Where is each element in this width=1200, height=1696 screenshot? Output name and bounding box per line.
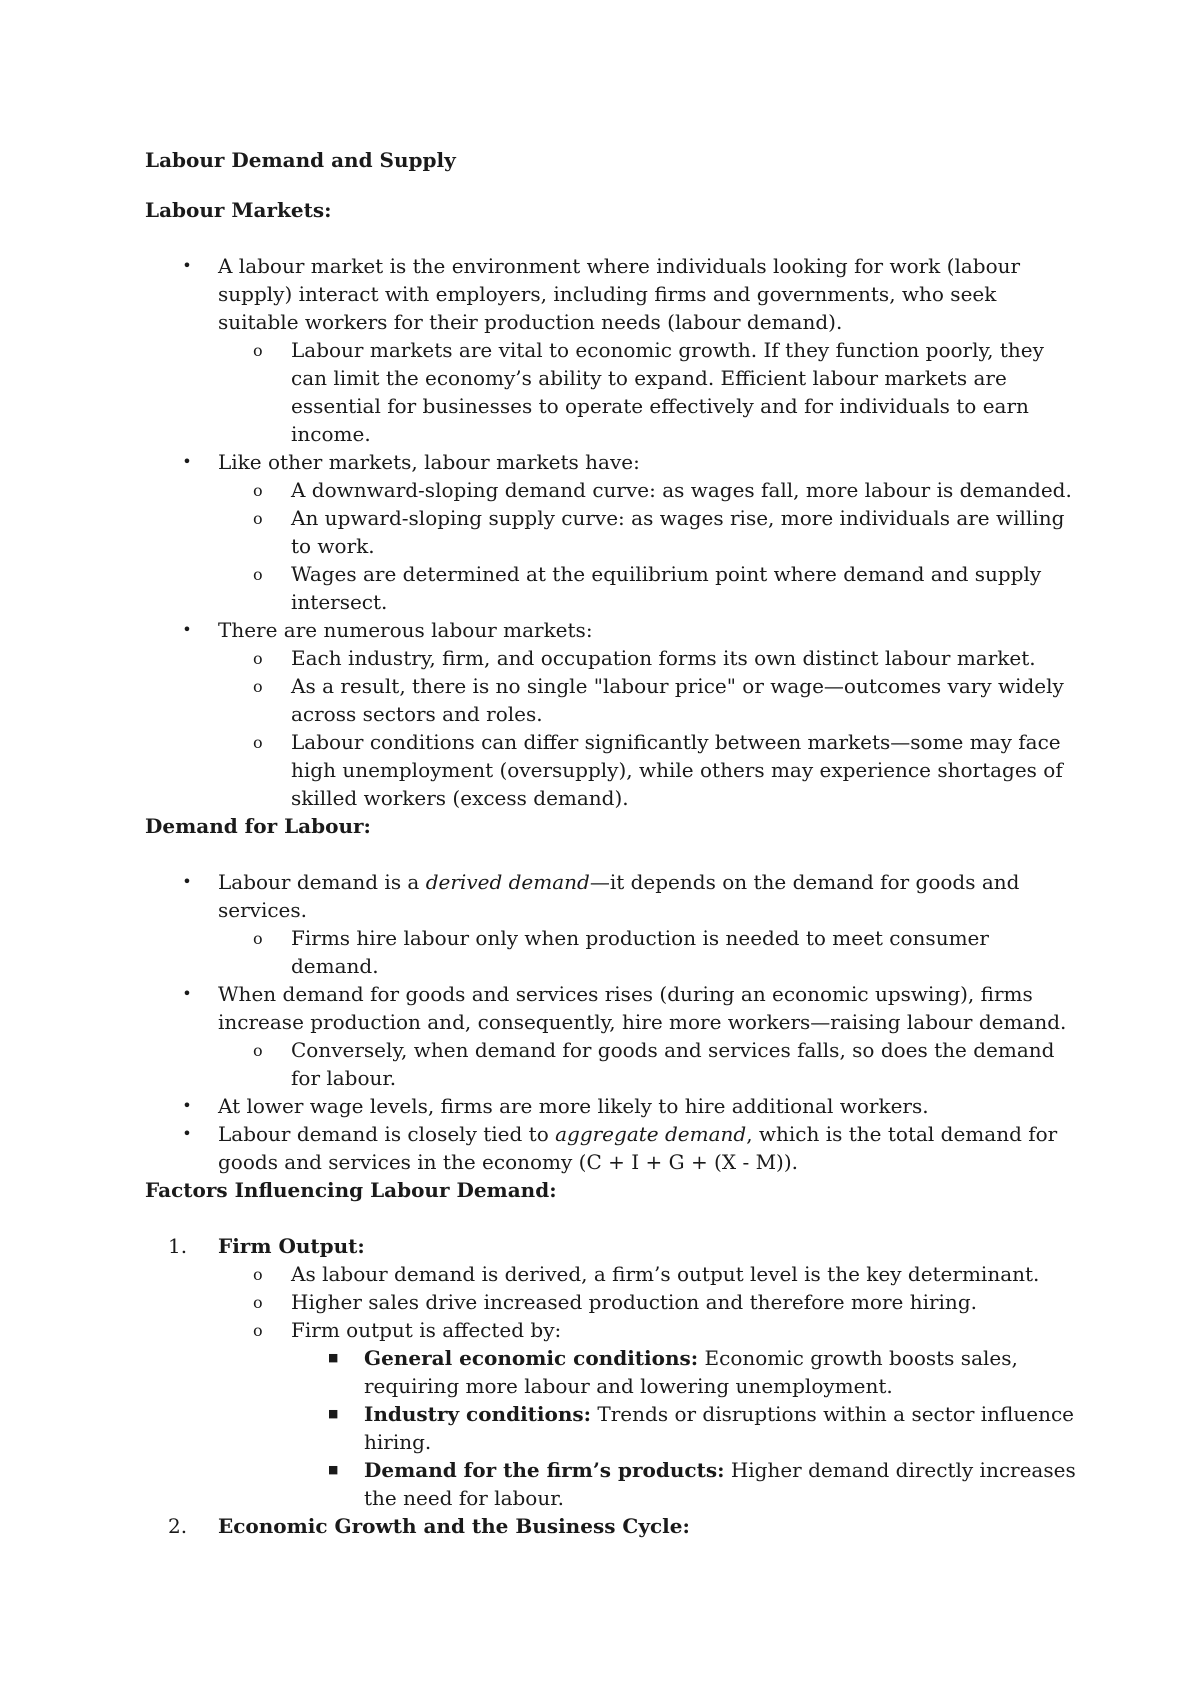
sub-list-item [218, 476, 1080, 504]
sub-list-item-text: As a result, there is no single "labour price" or wage—outcomes vary widely across sectors and roles. [291, 674, 1064, 726]
circle-bullet-icon: o [253, 733, 263, 752]
list-item [145, 868, 1080, 980]
demand-for-labour-list [145, 868, 1080, 1176]
bullet-icon: • [182, 256, 192, 275]
circle-bullet-icon: o [253, 1321, 263, 1340]
square-bullet-icon: ■ [328, 1463, 339, 1476]
sub-list-item [218, 924, 1080, 980]
sub-list [218, 924, 1080, 980]
sub-list [218, 644, 1080, 812]
list-item [145, 448, 1080, 616]
sub-list-item-text: Labour conditions can differ significantly between markets—some may face high unemployment (oversupply), while others may experience shortages of skilled workers (excess demand). [291, 730, 1063, 810]
sub-list-item [218, 504, 1080, 560]
sub-list-item [218, 644, 1080, 672]
sub-list-item-text: Firm output is affected by: [291, 1318, 562, 1342]
list-item-text: A labour market is the environment where individuals looking for work (labour supply) interact with employers, including firms and governments, who seek suitable workers for their production needs (labour demand). [218, 254, 1021, 334]
bullet-icon: • [182, 620, 192, 639]
circle-bullet-icon: o [253, 929, 263, 948]
sub-list [218, 1036, 1080, 1092]
sub-list-item [218, 1288, 1080, 1316]
list-item-text: Labour demand is a derived demand—it depends on the demand for goods and services. [218, 870, 1020, 922]
sub-sub-list-item-text: Industry conditions: Trends or disruptions within a sector influence hiring. [364, 1402, 1074, 1454]
circle-bullet-icon: o [253, 481, 263, 500]
sub-sub-list-item-text: Demand for the firm’s products: Higher demand directly increases the need for labour. [364, 1458, 1076, 1510]
numbered-item [145, 1512, 1080, 1540]
square-bullet-icon: ■ [328, 1407, 339, 1420]
sub-list-item-text: Conversely, when demand for goods and services falls, so does the demand for labour. [291, 1038, 1055, 1090]
factors-list [145, 1232, 1080, 1540]
list-item [145, 980, 1080, 1092]
bullet-icon: • [182, 1124, 192, 1143]
sub-list-item-text: A downward-sloping demand curve: as wages fall, more labour is demanded. [291, 478, 1072, 502]
list-item [145, 1120, 1080, 1176]
sub-list-item-text: As labour demand is derived, a firm’s output level is the key determinant. [291, 1262, 1040, 1286]
numbered-item-title: Economic Growth and the Business Cycle: [218, 1514, 690, 1538]
labour-markets-list [145, 252, 1080, 812]
circle-bullet-icon: o [253, 677, 263, 696]
circle-bullet-icon: o [253, 1041, 263, 1060]
sub-list-item-text: Labour markets are vital to economic growth. If they function poorly, they can limit the economy’s ability to expand. Efficient labour markets are essential for businesses to operate effectively and for individuals to earn income. [291, 338, 1044, 446]
sub-list-item-text: An upward-sloping supply curve: as wages rise, more individuals are willing to work. [291, 506, 1065, 558]
circle-bullet-icon: o [253, 1293, 263, 1312]
document-page [145, 146, 1080, 1540]
list-item-text: There are numerous labour markets: [218, 618, 593, 642]
list-number: 2. [168, 1514, 188, 1538]
sub-list-item [218, 1316, 1080, 1512]
sub-list [218, 476, 1080, 616]
section-heading-factors: Factors Influencing Labour Demand: [145, 1178, 557, 1202]
bullet-icon: • [182, 452, 192, 471]
sub-list-item-text: Firms hire labour only when production is needed to meet consumer demand. [291, 926, 989, 978]
list-item-text: At lower wage levels, firms are more likely to hire additional workers. [218, 1094, 929, 1118]
section-heading-demand-for-labour: Demand for Labour: [145, 814, 371, 838]
list-item-text: Labour demand is closely tied to aggregate demand, which is the total demand for goods and services in the economy (C + I + G + (X - M)). [218, 1122, 1058, 1174]
sub-list-item-text: Wages are determined at the equilibrium point where demand and supply intersect. [291, 562, 1042, 614]
square-bullet-icon: ■ [328, 1351, 339, 1364]
sub-sub-list-item [291, 1456, 1080, 1512]
list-item [145, 616, 1080, 812]
circle-bullet-icon: o [253, 565, 263, 584]
sub-list-item [218, 672, 1080, 728]
bullet-icon: • [182, 1096, 192, 1115]
list-number: 1. [168, 1234, 188, 1258]
circle-bullet-icon: o [253, 1265, 263, 1284]
sub-list [218, 336, 1080, 448]
sub-list [218, 1260, 1080, 1512]
circle-bullet-icon: o [253, 341, 263, 360]
circle-bullet-icon: o [253, 649, 263, 668]
emphasis-text: derived demand [425, 870, 590, 894]
sub-sub-list-item [291, 1344, 1080, 1400]
bullet-icon: • [182, 872, 192, 891]
sub-list-item [218, 336, 1080, 448]
sub-sub-list [291, 1344, 1080, 1512]
circle-bullet-icon: o [253, 509, 263, 528]
sub-list-item [218, 728, 1080, 812]
sub-sub-list-item-text: General economic conditions: Economic growth boosts sales, requiring more labour and lowering unemployment. [364, 1346, 1018, 1398]
sub-list-item [218, 1260, 1080, 1288]
list-item [145, 252, 1080, 448]
sub-list-item [218, 560, 1080, 616]
emphasis-text: aggregate demand [555, 1122, 747, 1146]
list-item-text: When demand for goods and services rises (during an economic upswing), firms increase production and, consequently, hire more workers—raising labour demand. [218, 982, 1067, 1034]
sub-list-item-text: Each industry, firm, and occupation forms its own distinct labour market. [291, 646, 1036, 670]
document-title: Labour Demand and Supply [145, 148, 456, 172]
bullet-icon: • [182, 984, 192, 1003]
sub-list-item-text: Higher sales drive increased production and therefore more hiring. [291, 1290, 977, 1314]
sub-list-item [218, 1036, 1080, 1092]
list-item-text: Like other markets, labour markets have: [218, 450, 640, 474]
list-item [145, 1092, 1080, 1120]
numbered-item [145, 1232, 1080, 1512]
numbered-item-title: Firm Output: [218, 1234, 365, 1258]
sub-sub-list-item [291, 1400, 1080, 1456]
section-heading-labour-markets: Labour Markets: [145, 198, 332, 222]
